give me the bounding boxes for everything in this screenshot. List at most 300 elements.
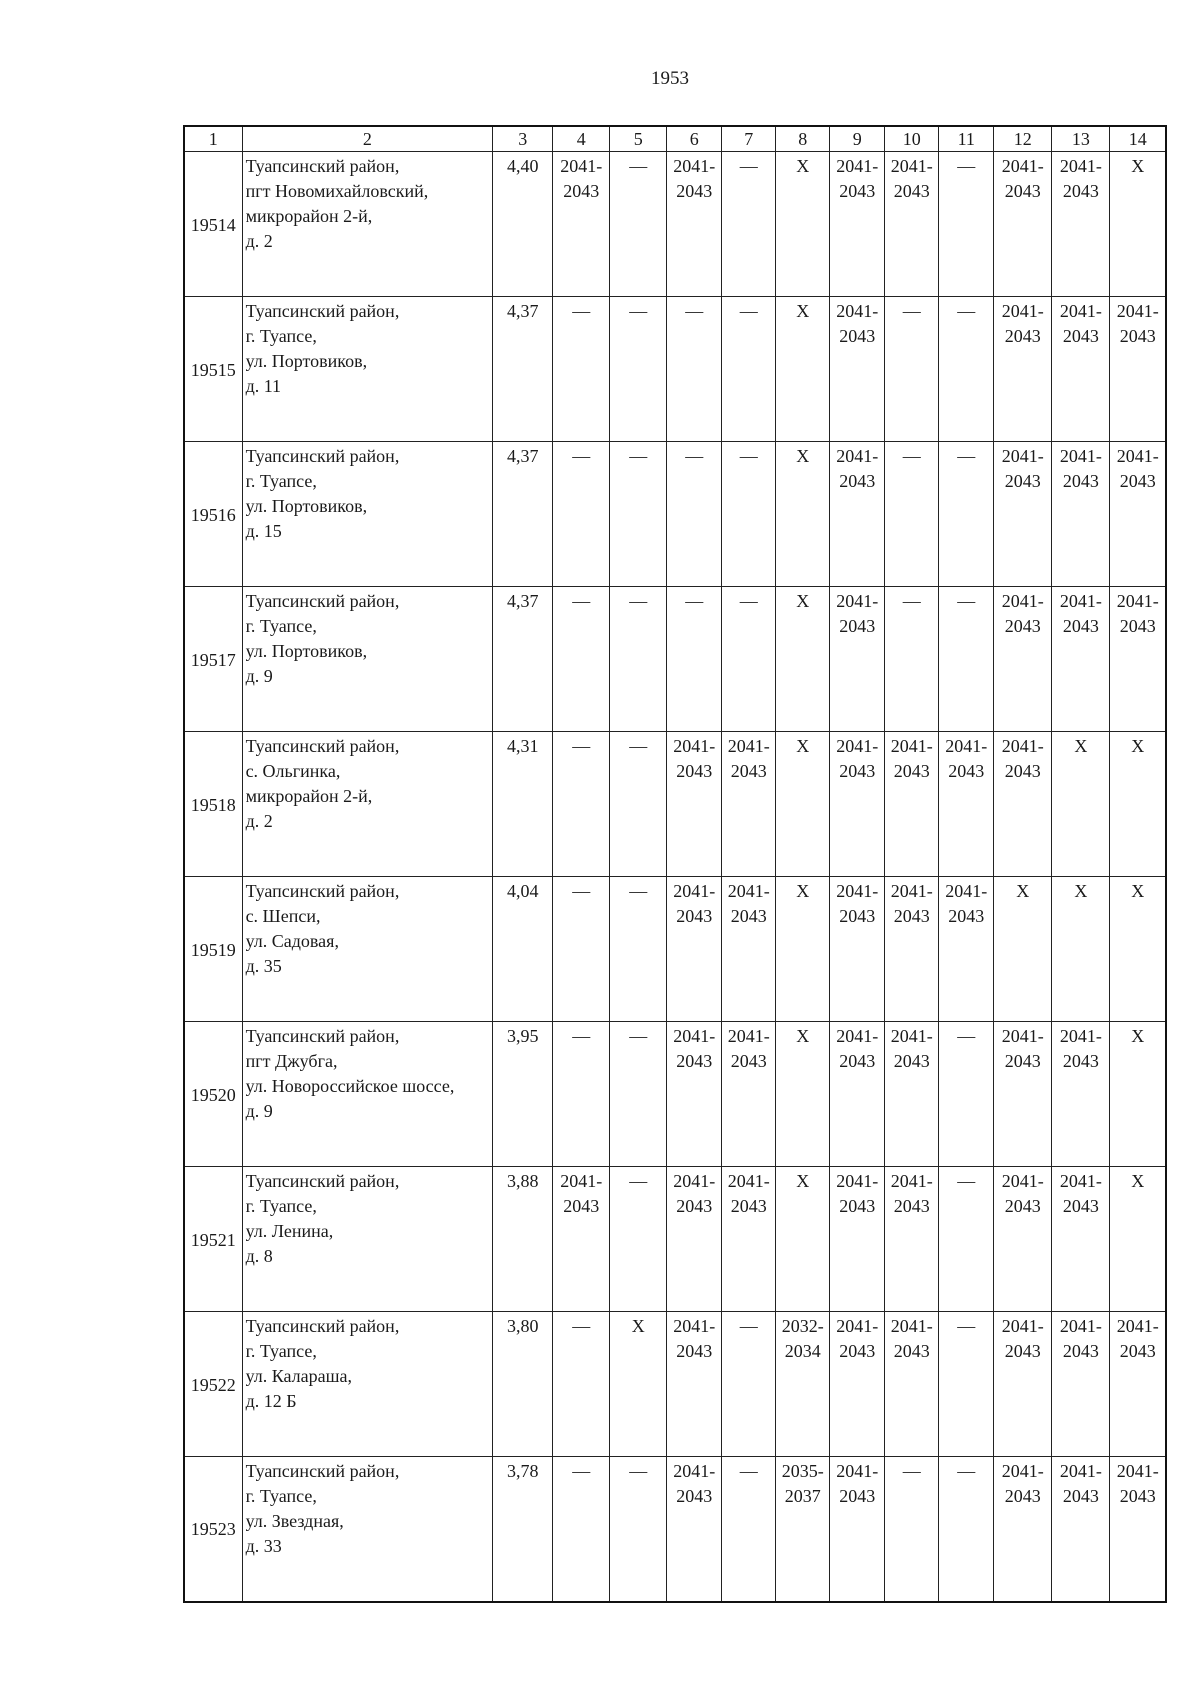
cell-value: X [796,591,810,611]
value-cell-col-5 [610,1312,667,1457]
cell-value: — [957,301,976,321]
address-cell [242,442,493,587]
value-cell-col-7 [722,1457,776,1602]
value-cell-col-14 [1110,1457,1166,1602]
cell-value: 2041- 2043 [560,156,603,201]
value-cell-col-7 [722,732,776,877]
value-cell-col-14 [1110,877,1166,1022]
cell-value: — [739,1316,758,1336]
value-cell-col-6 [667,1022,722,1167]
table-row [184,732,1166,877]
record-number: 19523 [184,1457,242,1602]
column-header: 4 [553,126,610,152]
cell-value: X [1074,736,1088,756]
value-cell-col-6 [667,732,722,877]
cell-value: — [739,1461,758,1481]
value-cell-col-7 [722,1312,776,1457]
value-cell-col-3: 3,78 [493,1457,553,1602]
value-cell-col-7 [722,877,776,1022]
address-line: с. Ольгинка, [245,761,341,781]
value-cell-col-12 [994,877,1052,1022]
value-cell-col-4 [553,442,610,587]
address-line: д. 9 [245,1101,273,1121]
value-cell-col-4 [553,1312,610,1457]
page-number: 1953 [651,68,689,89]
cell-value: 2041- 2043 [945,881,988,926]
cell-value: 2041- 2043 [1059,446,1102,491]
cell-value: — [902,446,921,466]
value-cell-col-6 [667,587,722,732]
value-cell-col-10 [885,587,939,732]
cell-value: X [1131,1026,1145,1046]
value-cell-col-8 [776,1312,830,1457]
cell-value: 2041- 2043 [890,881,933,926]
cell-value: — [739,156,758,176]
cell-value: — [902,301,921,321]
record-number: 19522 [184,1312,242,1457]
value-cell-col-8 [776,152,830,297]
cell-value: 2041- 2043 [836,736,879,781]
value-cell-col-6 [667,1312,722,1457]
value-cell-col-11 [939,297,994,442]
cell-value: 2032- 2034 [781,1316,824,1361]
address-cell [242,877,493,1022]
value-cell-col-3: 3,95 [493,1022,553,1167]
cell-value: — [572,1461,591,1481]
value-cell-col-10 [885,297,939,442]
housing-register-table [183,125,1167,1603]
value-cell-col-13 [1052,587,1110,732]
column-header: 10 [885,126,939,152]
cell-value: 2041- 2043 [727,736,770,781]
value-cell-col-13 [1052,732,1110,877]
value-cell-col-14 [1110,442,1166,587]
cell-value: 2041- 2043 [673,881,716,926]
value-cell-col-5 [610,1022,667,1167]
address-cell [242,1312,493,1457]
cell-value: 2041- 2043 [890,156,933,201]
value-cell-col-9 [830,1022,885,1167]
column-header: 2 [242,126,493,152]
table-body [184,152,1166,1602]
table-row [184,1457,1166,1602]
value-cell-col-8 [776,1167,830,1312]
address-line: ул. Ленина, [245,1221,334,1241]
cell-value: X [1074,881,1088,901]
cell-value: — [572,1026,591,1046]
value-cell-col-8 [776,442,830,587]
address-line: пгт Новомихайловский, [245,181,429,201]
column-header: 8 [776,126,830,152]
address-line: Туапсинский район, [245,301,400,321]
value-cell-col-14 [1110,732,1166,877]
value-cell-col-5 [610,732,667,877]
value-cell-col-5 [610,442,667,587]
address-line: г. Туапсе, [245,616,317,636]
address-line: Туапсинский район, [245,736,400,756]
column-header: 7 [722,126,776,152]
value-cell-col-11 [939,152,994,297]
address-line: г. Туапсе, [245,1196,317,1216]
address-cell [242,297,493,442]
address-line: Туапсинский район, [245,591,400,611]
value-cell-col-10 [885,442,939,587]
cell-value: — [739,446,758,466]
value-cell-col-3: 3,88 [493,1167,553,1312]
cell-value: 2041- 2043 [1001,1316,1044,1361]
value-cell-col-4 [553,297,610,442]
cell-value: 2041- 2043 [1116,301,1159,346]
value-cell-col-14 [1110,587,1166,732]
column-header: 3 [493,126,553,152]
address-line: д. 2 [245,231,273,251]
value-cell-col-7 [722,1167,776,1312]
cell-value: — [629,1026,648,1046]
address-line: ул. Портовиков, [245,496,368,516]
value-cell-col-6 [667,1167,722,1312]
cell-value: 2041- 2043 [560,1171,603,1216]
address-line: микрорайон 2-й, [245,786,373,806]
cell-value: — [957,156,976,176]
cell-value: — [902,591,921,611]
table-row [184,152,1166,297]
value-cell-col-3: 4,04 [493,877,553,1022]
value-cell-col-9 [830,152,885,297]
value-cell-col-3: 4,31 [493,732,553,877]
value-cell-col-12 [994,1312,1052,1457]
address-line: д. 15 [245,521,282,541]
value-cell-col-7 [722,152,776,297]
cell-value: 2041- 2043 [1001,156,1044,201]
value-cell-col-11 [939,1312,994,1457]
value-cell-col-10 [885,732,939,877]
address-cell [242,1457,493,1602]
cell-value: 2041- 2043 [890,1171,933,1216]
cell-value: — [685,446,704,466]
cell-value: 2041- 2043 [1116,1316,1159,1361]
cell-value: 2041- 2043 [1116,446,1159,491]
value-cell-col-3: 3,80 [493,1312,553,1457]
value-cell-col-4 [553,1022,610,1167]
address-line: д. 8 [245,1246,273,1266]
cell-value: X [796,301,810,321]
address-line: д. 35 [245,956,282,976]
column-header: 6 [667,126,722,152]
cell-value: 2041- 2043 [1116,1461,1159,1506]
address-cell [242,1022,493,1167]
table-row [184,877,1166,1022]
cell-value: X [1016,881,1030,901]
address-line: г. Туапсе, [245,1341,317,1361]
cell-value: X [631,1316,645,1336]
value-cell-col-10 [885,877,939,1022]
cell-value: X [1131,156,1145,176]
value-cell-col-9 [830,1312,885,1457]
value-cell-col-8 [776,877,830,1022]
value-cell-col-14 [1110,1167,1166,1312]
address-line: ул. Звездная, [245,1511,344,1531]
cell-value: 2041- 2043 [836,591,879,636]
value-cell-col-13 [1052,1457,1110,1602]
cell-value: — [957,1461,976,1481]
value-cell-col-4 [553,587,610,732]
address-line: д. 2 [245,811,273,831]
cell-value: X [796,446,810,466]
cell-value: — [572,446,591,466]
cell-value: — [572,301,591,321]
value-cell-col-12 [994,297,1052,442]
cell-value: 2041- 2043 [836,1026,879,1071]
value-cell-col-9 [830,1167,885,1312]
value-cell-col-9 [830,297,885,442]
value-cell-col-9 [830,877,885,1022]
value-cell-col-13 [1052,152,1110,297]
value-cell-col-12 [994,587,1052,732]
cell-value: 2041- 2043 [1001,736,1044,781]
address-line: с. Шепси, [245,906,321,926]
record-number: 19515 [184,297,242,442]
cell-value: 2041- 2043 [673,736,716,781]
column-header: 14 [1110,126,1166,152]
cell-value: 2041- 2043 [1059,1461,1102,1506]
address-line: д. 11 [245,376,282,396]
value-cell-col-12 [994,1022,1052,1167]
address-line: Туапсинский район, [245,446,400,466]
value-cell-col-7 [722,442,776,587]
record-number: 19518 [184,732,242,877]
cell-value: X [1131,1171,1145,1191]
address-line: ул. Калараша, [245,1366,352,1386]
column-header: 5 [610,126,667,152]
column-header: 9 [830,126,885,152]
cell-value: — [572,1316,591,1336]
cell-value: X [796,156,810,176]
cell-value: X [796,1026,810,1046]
column-header: 1 [184,126,242,152]
cell-value: 2041- 2043 [1116,591,1159,636]
cell-value: — [629,881,648,901]
cell-value: X [1131,736,1145,756]
value-cell-col-4 [553,1167,610,1312]
address-line: микрорайон 2-й, [245,206,373,226]
address-cell [242,152,493,297]
address-line: ул. Садовая, [245,931,339,951]
value-cell-col-5 [610,877,667,1022]
value-cell-col-13 [1052,1312,1110,1457]
cell-value: 2041- 2043 [1001,1461,1044,1506]
table-row [184,1167,1166,1312]
value-cell-col-9 [830,587,885,732]
value-cell-col-7 [722,297,776,442]
value-cell-col-11 [939,732,994,877]
address-line: д. 9 [245,666,273,686]
column-header: 13 [1052,126,1110,152]
address-line: г. Туапсе, [245,326,317,346]
value-cell-col-8 [776,1022,830,1167]
cell-value: — [629,156,648,176]
cell-value: — [629,1461,648,1481]
value-cell-col-10 [885,1022,939,1167]
cell-value: 2041- 2043 [836,156,879,201]
cell-value: 2041- 2043 [836,446,879,491]
cell-value: — [629,591,648,611]
cell-value: — [902,1461,921,1481]
cell-value: 2041- 2043 [836,301,879,346]
value-cell-col-8 [776,732,830,877]
record-number: 19520 [184,1022,242,1167]
address-line: пгт Джубга, [245,1051,338,1071]
cell-value: 2041- 2043 [727,1026,770,1071]
column-header: 12 [994,126,1052,152]
value-cell-col-12 [994,1167,1052,1312]
address-line: ул. Портовиков, [245,641,368,661]
value-cell-col-6 [667,152,722,297]
value-cell-col-4 [553,1457,610,1602]
cell-value: 2041- 2043 [673,1171,716,1216]
cell-value: 2041- 2043 [1001,301,1044,346]
value-cell-col-5 [610,152,667,297]
value-cell-col-4 [553,732,610,877]
address-line: Туапсинский район, [245,1461,400,1481]
value-cell-col-7 [722,1022,776,1167]
cell-value: 2041- 2043 [673,1026,716,1071]
value-cell-col-3: 4,40 [493,152,553,297]
cell-value: 2041- 2043 [727,881,770,926]
value-cell-col-7 [722,587,776,732]
value-cell-col-11 [939,1167,994,1312]
table-row [184,297,1166,442]
value-cell-col-11 [939,877,994,1022]
value-cell-col-3: 4,37 [493,297,553,442]
cell-value: 2035- 2037 [781,1461,824,1506]
cell-value: 2041- 2043 [1059,1171,1102,1216]
cell-value: X [796,1171,810,1191]
value-cell-col-3: 4,37 [493,442,553,587]
cell-value: 2041- 2043 [836,1461,879,1506]
address-line: ул. Портовиков, [245,351,368,371]
cell-value: 2041- 2043 [1001,446,1044,491]
value-cell-col-5 [610,587,667,732]
record-number: 19516 [184,442,242,587]
cell-value: 2041- 2043 [1059,591,1102,636]
value-cell-col-5 [610,297,667,442]
value-cell-col-6 [667,442,722,587]
value-cell-col-5 [610,1167,667,1312]
address-line: д. 33 [245,1536,282,1556]
cell-value: — [629,446,648,466]
address-line: Туапсинский район, [245,1316,400,1336]
value-cell-col-13 [1052,297,1110,442]
cell-value: 2041- 2043 [1059,1316,1102,1361]
cell-value: 2041- 2043 [1001,1026,1044,1071]
table-row [184,1312,1166,1457]
value-cell-col-12 [994,442,1052,587]
table-row [184,1022,1166,1167]
address-line: Туапсинский район, [245,1026,400,1046]
cell-value: 2041- 2043 [945,736,988,781]
value-cell-col-12 [994,732,1052,877]
cell-value: — [739,591,758,611]
cell-value: 2041- 2043 [1001,591,1044,636]
address-line: ул. Новороссийское шоссе, [245,1076,455,1096]
value-cell-col-12 [994,1457,1052,1602]
address-cell [242,732,493,877]
cell-value: 2041- 2043 [1059,301,1102,346]
cell-value: — [629,1171,648,1191]
value-cell-col-6 [667,297,722,442]
value-cell-col-4 [553,877,610,1022]
record-number: 19519 [184,877,242,1022]
value-cell-col-14 [1110,1312,1166,1457]
value-cell-col-13 [1052,1022,1110,1167]
table-row [184,442,1166,587]
cell-value: — [629,301,648,321]
cell-value: — [572,736,591,756]
cell-value: 2041- 2043 [836,1171,879,1216]
value-cell-col-8 [776,587,830,732]
value-cell-col-10 [885,1457,939,1602]
record-number: 19514 [184,152,242,297]
cell-value: — [957,1026,976,1046]
value-cell-col-9 [830,442,885,587]
value-cell-col-11 [939,587,994,732]
value-cell-col-8 [776,297,830,442]
address-line: Туапсинский район, [245,881,400,901]
table-row [184,587,1166,732]
cell-value: — [957,1171,976,1191]
cell-value: 2041- 2043 [890,1316,933,1361]
cell-value: 2041- 2043 [890,736,933,781]
address-line: Туапсинский район, [245,1171,400,1191]
cell-value: X [796,881,810,901]
cell-value: — [739,301,758,321]
address-line: г. Туапсе, [245,1486,317,1506]
cell-value: 2041- 2043 [673,156,716,201]
value-cell-col-11 [939,1022,994,1167]
cell-value: 2041- 2043 [1059,1026,1102,1071]
cell-value: X [796,736,810,756]
cell-value: — [957,1316,976,1336]
value-cell-col-8 [776,1457,830,1602]
cell-value: — [572,881,591,901]
cell-value: — [685,301,704,321]
value-cell-col-14 [1110,1022,1166,1167]
address-cell [242,587,493,732]
value-cell-col-13 [1052,442,1110,587]
value-cell-col-9 [830,1457,885,1602]
cell-value: — [685,591,704,611]
value-cell-col-13 [1052,1167,1110,1312]
record-number: 19517 [184,587,242,732]
address-line: г. Туапсе, [245,471,317,491]
value-cell-col-9 [830,732,885,877]
cell-value: 2041- 2043 [890,1026,933,1071]
column-header: 11 [939,126,994,152]
record-number: 19521 [184,1167,242,1312]
cell-value: 2041- 2043 [673,1316,716,1361]
header-row [184,126,1166,152]
value-cell-col-10 [885,152,939,297]
cell-value: — [629,736,648,756]
value-cell-col-6 [667,1457,722,1602]
value-cell-col-11 [939,1457,994,1602]
address-cell [242,1167,493,1312]
value-cell-col-13 [1052,877,1110,1022]
value-cell-col-10 [885,1167,939,1312]
cell-value: — [957,446,976,466]
value-cell-col-6 [667,877,722,1022]
cell-value: 2041- 2043 [1059,156,1102,201]
